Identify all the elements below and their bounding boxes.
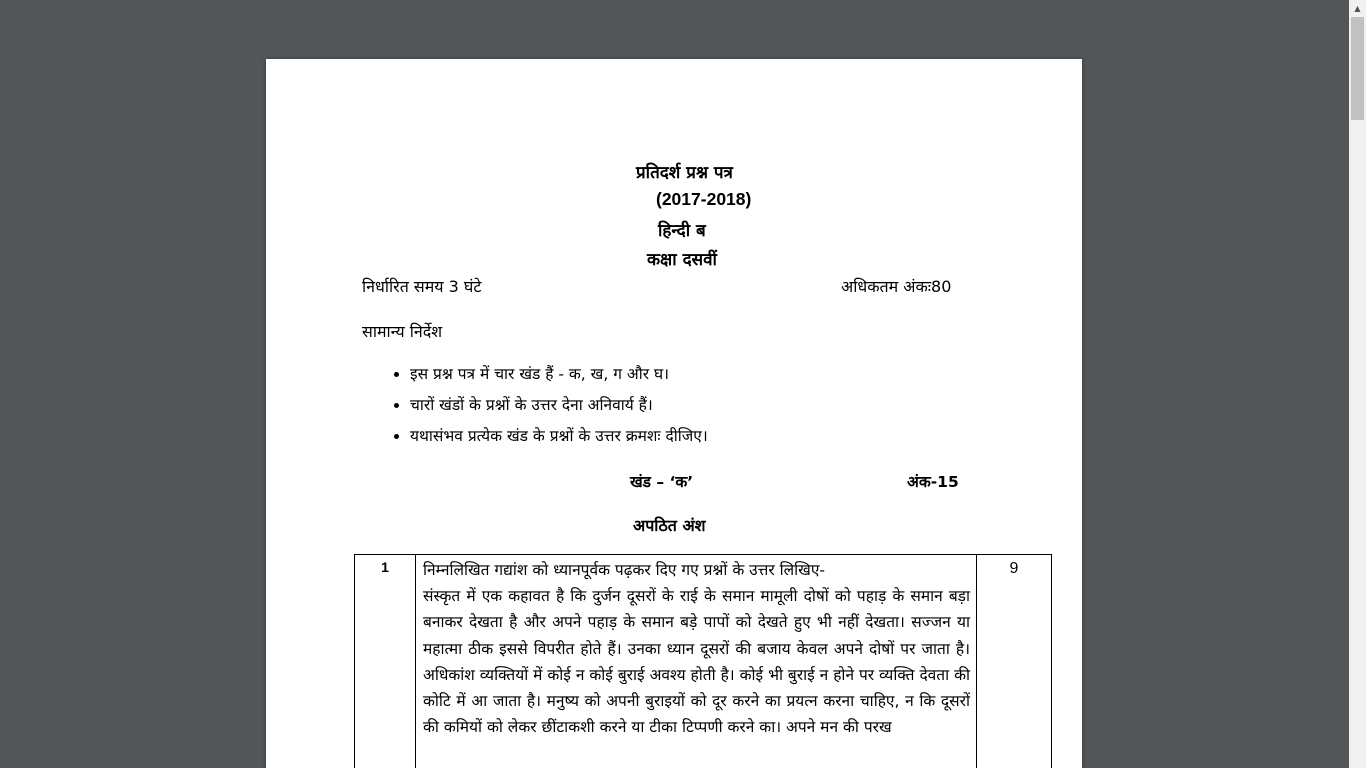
question-passage: संस्कृत में एक कहावत है कि दुर्जन दूसरों के राई के समान मामूली दोषों को पहाड़ के समान बड़ा बनाकर देखता है और अपने पहाड़ के समान बड़े पापों को देखते हुए भी नहीं देखता। सज्जन या महात्मा ठीक इससे विपरीत होते हैं। उनका ध्यान दूसरों की बजाय केवल अपने दोषों पर जाता है। अधिकांश व्यक्तियों में कोई न कोई बुराई अवश्य होती है। कोई भी बुराई न होने पर व्यक्ति देवता की कोटि में आ जाता है। मनुष्य को अपनी बुराइयों को दूर करने का प्रयत्न करना चाहिए, न कि दूसरों की कमियों को लेकर छींटाकशी करने या टीका टिप्पणी करने का। अपने मन की परख <box>423 587 970 737</box>
vertical-scrollbar[interactable] <box>1349 0 1366 768</box>
document-page <box>266 59 1082 768</box>
instruction-item: • चारों खंडों के प्रश्नों के उत्तर देना अनिवार्य हैं। <box>410 390 1010 421</box>
question-body <box>416 555 977 768</box>
subject-title: हिन्दी ब <box>658 221 706 241</box>
section-subheading: अपठित अंश <box>633 516 706 535</box>
max-marks: अधिकतम अंकः80 <box>841 277 952 296</box>
section-marks: अंक-15 <box>907 473 959 491</box>
question-table <box>354 554 1052 768</box>
time-allowed: निर्धारित समय 3 घंटे <box>362 277 482 296</box>
table-row <box>355 555 1052 768</box>
instruction-item: • यथासंभव प्रत्येक खंड के प्रश्नों के उत्तर क्रमशः दीजिए। <box>410 421 1010 452</box>
scroll-up-arrow-icon[interactable]: ▲ <box>1354 4 1361 13</box>
scrollbar-thumb[interactable] <box>1351 17 1364 120</box>
section-name: खंड – ‘क’ <box>630 473 694 491</box>
instructions-list <box>384 359 1010 452</box>
paper-title: प्रतिदर्श प्रश्न पत्र <box>636 163 733 183</box>
question-marks: 9 <box>977 555 1052 768</box>
paper-year: (2017-2018) <box>656 189 752 209</box>
question-prompt: निम्नलिखित गद्यांश को ध्यानपूर्वक पढ़कर दिए गए प्रश्नों के उत्तर लिखिए- <box>423 561 826 579</box>
class-title: कक्षा दसवीं <box>647 250 717 270</box>
general-instructions-heading: सामान्य निर्देश <box>362 322 443 341</box>
instruction-item: • इस प्रश्न पत्र में चार खंड हैं - क, ख, ग और घ। <box>410 359 1010 390</box>
question-number: 1 <box>355 555 416 768</box>
